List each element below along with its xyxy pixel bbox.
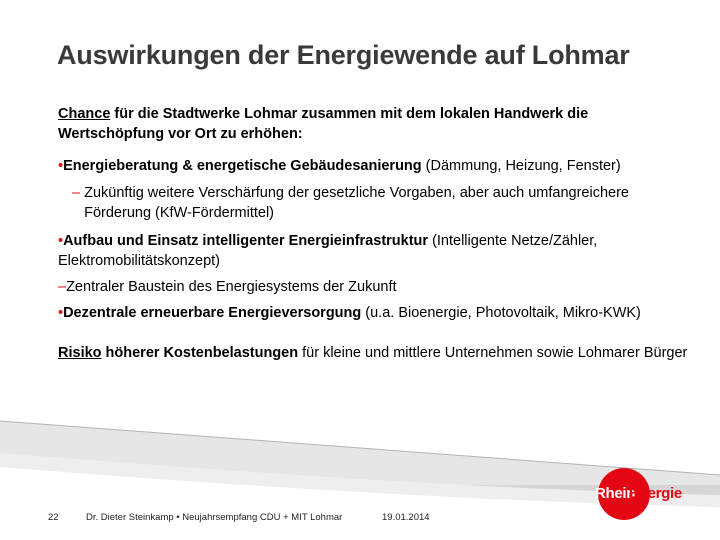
bullet-icon: • [58, 233, 64, 249]
chance-text: für die Stadtwerke Lohmar zusammen mit dem lokalen Handwerk die Wertschöpfung vor Ort zu erhöhen: [58, 106, 589, 142]
page-number: 22 [48, 512, 59, 523]
footer-date: 19.01.2014 [382, 512, 430, 523]
bullet2-text: (Intelligente Netze/Zähler, Elektromobilitätskonzept) [58, 233, 598, 269]
sub-bullet-verschaerfung [58, 183, 698, 223]
sub2-text: Zentraler Baustein des Energiesystems der Zukunft [66, 279, 397, 295]
bullet-energieberatung [58, 156, 698, 176]
bullet-icon: • [58, 305, 64, 321]
bullet3-text: (u.a. Bioenergie, Photovoltaik, Mikro-KWK) [361, 305, 641, 321]
bullet2-bold: Aufbau und Einsatz intelligenter Energieinfrastruktur [63, 233, 429, 249]
slide-content [58, 104, 698, 363]
sub-bullet-baustein [58, 277, 698, 297]
bullet-infrastruktur [58, 231, 698, 271]
sub1-text: Zukünftig weitere Verschärfung der gesetzliche Vorgaben, aber auch umfangreichere Förderung (KfW-Fördermittel) [84, 185, 629, 221]
risk-word: Risiko [58, 345, 102, 361]
logo-text-energie: Energie [629, 485, 682, 502]
footer-info: Dr. Dieter Steinkamp • Neujahrsempfang CDU + MIT Lohmar [86, 512, 343, 523]
risk-paragraph [58, 343, 698, 363]
dash-icon: – [58, 279, 67, 295]
chance-paragraph [58, 104, 698, 144]
chance-word: Chance [58, 106, 111, 122]
bullet-icon: • [58, 158, 64, 174]
bullet3-bold: Dezentrale erneuerbare Energieversorgung [63, 305, 362, 321]
slide-title: Auswirkungen der Energiewende auf Lohmar [57, 40, 630, 70]
rheinenergie-logo [583, 468, 688, 520]
logo-text-rhein: Rhein [595, 485, 636, 502]
bullet-dezentrale [58, 303, 698, 323]
risk-text: für kleine und mittlere Unternehmen sowie Lohmarer Bürger [298, 345, 688, 361]
bullet1-bold: Energieberatung & energetische Gebäudesanierung [63, 158, 422, 174]
risk-bold: höherer Kostenbelastungen [101, 345, 299, 361]
bullet1-text: (Dämmung, Heizung, Fenster) [421, 158, 621, 174]
dash-icon: – [72, 185, 81, 201]
